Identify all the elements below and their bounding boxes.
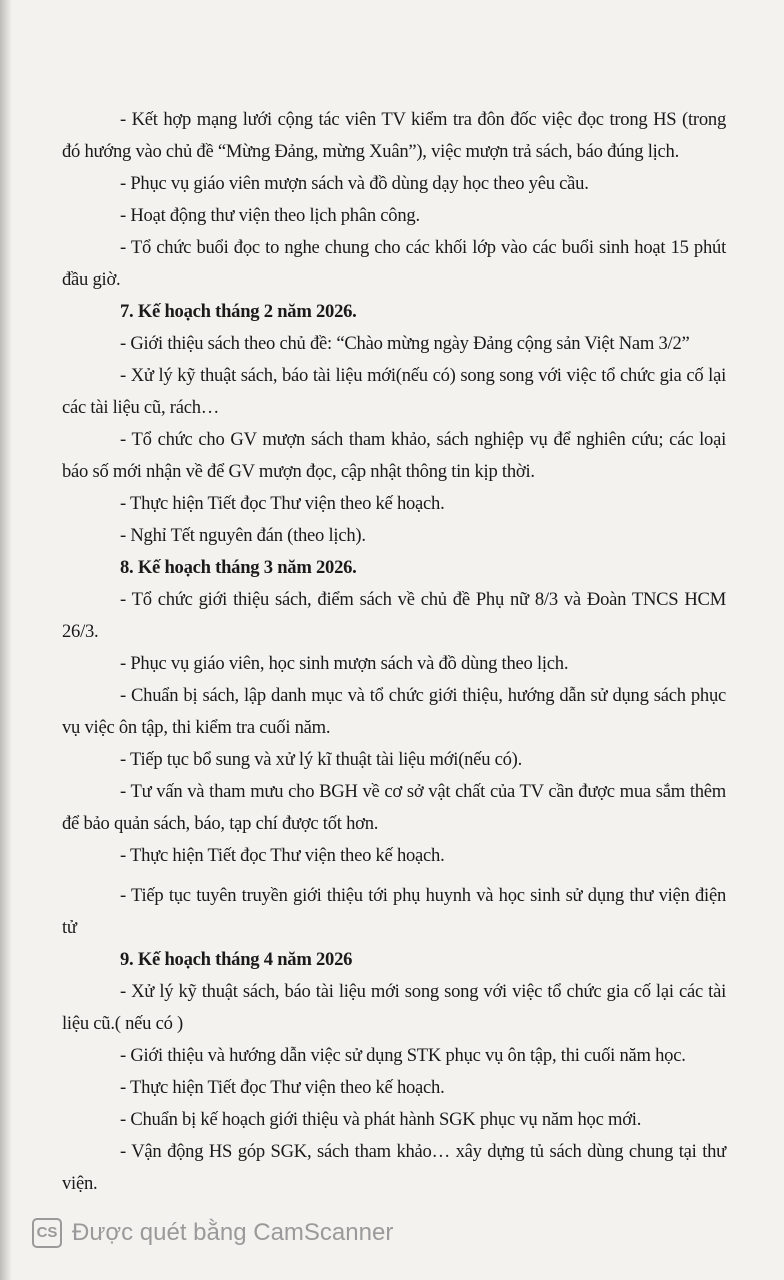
camscanner-watermark <box>32 1218 784 1248</box>
paragraph: - Vận động HS góp SGK, sách tham khảo… xây dựng tủ sách dùng chung tại thư viện. <box>62 1141 726 1194</box>
paragraph: - Tổ chức buổi đọc to nghe chung cho các khối lớp vào các buổi sinh hoạt 15 phút đầu giờ. <box>62 237 726 290</box>
section-heading: 8. Kế hoạch tháng 3 năm 2026. <box>120 557 357 578</box>
paragraph: - Tiếp tục bổ sung và xử lý kĩ thuật tài liệu mới(nếu có). <box>120 749 523 770</box>
paragraph: - Hoạt động thư viện theo lịch phân công. <box>120 205 420 226</box>
paragraph: - Thực hiện Tiết đọc Thư viện theo kế hoạch. <box>120 1077 445 1098</box>
paragraph: - Nghỉ Tết nguyên đán (theo lịch). <box>120 525 366 546</box>
paragraph: - Xử lý kỹ thuật sách, báo tài liệu mới song song với việc tổ chức gia cố lại các tài liệu cũ.( nếu có ) <box>62 981 726 1034</box>
paragraph: - Chuẩn bị sách, lập danh mục và tổ chức giới thiệu, hướng dẫn sử dụng sách phục vụ việc ôn tập, thi kiểm tra cuối năm. <box>62 685 726 738</box>
paragraph: - Kết hợp mạng lưới cộng tác viên TV kiểm tra đôn đốc việc đọc trong HS (trong đó hướng vào chủ đề “Mừng Đảng, mừng Xuân”), việc mượn trả sách, báo đúng lịch. <box>62 109 726 162</box>
paragraph: - Thực hiện Tiết đọc Thư viện theo kế hoạch. <box>120 845 445 866</box>
paragraph: - Tiếp tục tuyên truyền giới thiệu tới phụ huynh và học sinh sử dụng thư viện điện tử <box>62 885 726 938</box>
paragraph: - Tổ chức cho GV mượn sách tham khảo, sách nghiệp vụ để nghiên cứu; các loại báo số mới nhận về để GV mượn đọc, cập nhật thông tin kịp thời. <box>62 429 726 482</box>
paragraph: - Tổ chức giới thiệu sách, điểm sách về chủ đề Phụ nữ 8/3 và Đoàn TNCS HCM 26/3. <box>62 589 726 642</box>
paragraph: - Tư vấn và tham mưu cho BGH về cơ sở vật chất của TV cần được mua sắm thêm để bảo quản sách, báo, tạp chí được tốt hơn. <box>62 781 726 834</box>
paragraph: - Phục vụ giáo viên, học sinh mượn sách và đồ dùng theo lịch. <box>120 653 569 674</box>
section-heading: 9. Kế hoạch tháng 4 năm 2026 <box>120 949 353 970</box>
paragraph: - Thực hiện Tiết đọc Thư viện theo kế hoạch. <box>120 493 445 514</box>
paragraph: - Phục vụ giáo viên mượn sách và đồ dùng dạy học theo yêu cầu. <box>120 173 589 194</box>
paragraph: - Giới thiệu và hướng dẫn việc sử dụng STK phục vụ ôn tập, thi cuối năm học. <box>120 1045 686 1066</box>
document-page <box>62 0 726 1200</box>
scan-edge <box>0 0 12 1280</box>
paragraph: - Giới thiệu sách theo chủ đề: “Chào mừng ngày Đảng cộng sản Việt Nam 3/2” <box>120 333 690 354</box>
camscanner-logo-icon: CS <box>32 1218 62 1248</box>
paragraph: - Chuẩn bị kế hoạch giới thiệu và phát hành SGK phục vụ năm học mới. <box>120 1109 642 1130</box>
section-heading: 7. Kế hoạch tháng 2 năm 2026. <box>120 301 357 322</box>
watermark-text: Được quét bằng CamScanner <box>72 1219 394 1246</box>
paragraph: - Xử lý kỹ thuật sách, báo tài liệu mới(nếu có) song song với việc tổ chức gia cố lại các tài liệu cũ, rách… <box>62 365 726 418</box>
